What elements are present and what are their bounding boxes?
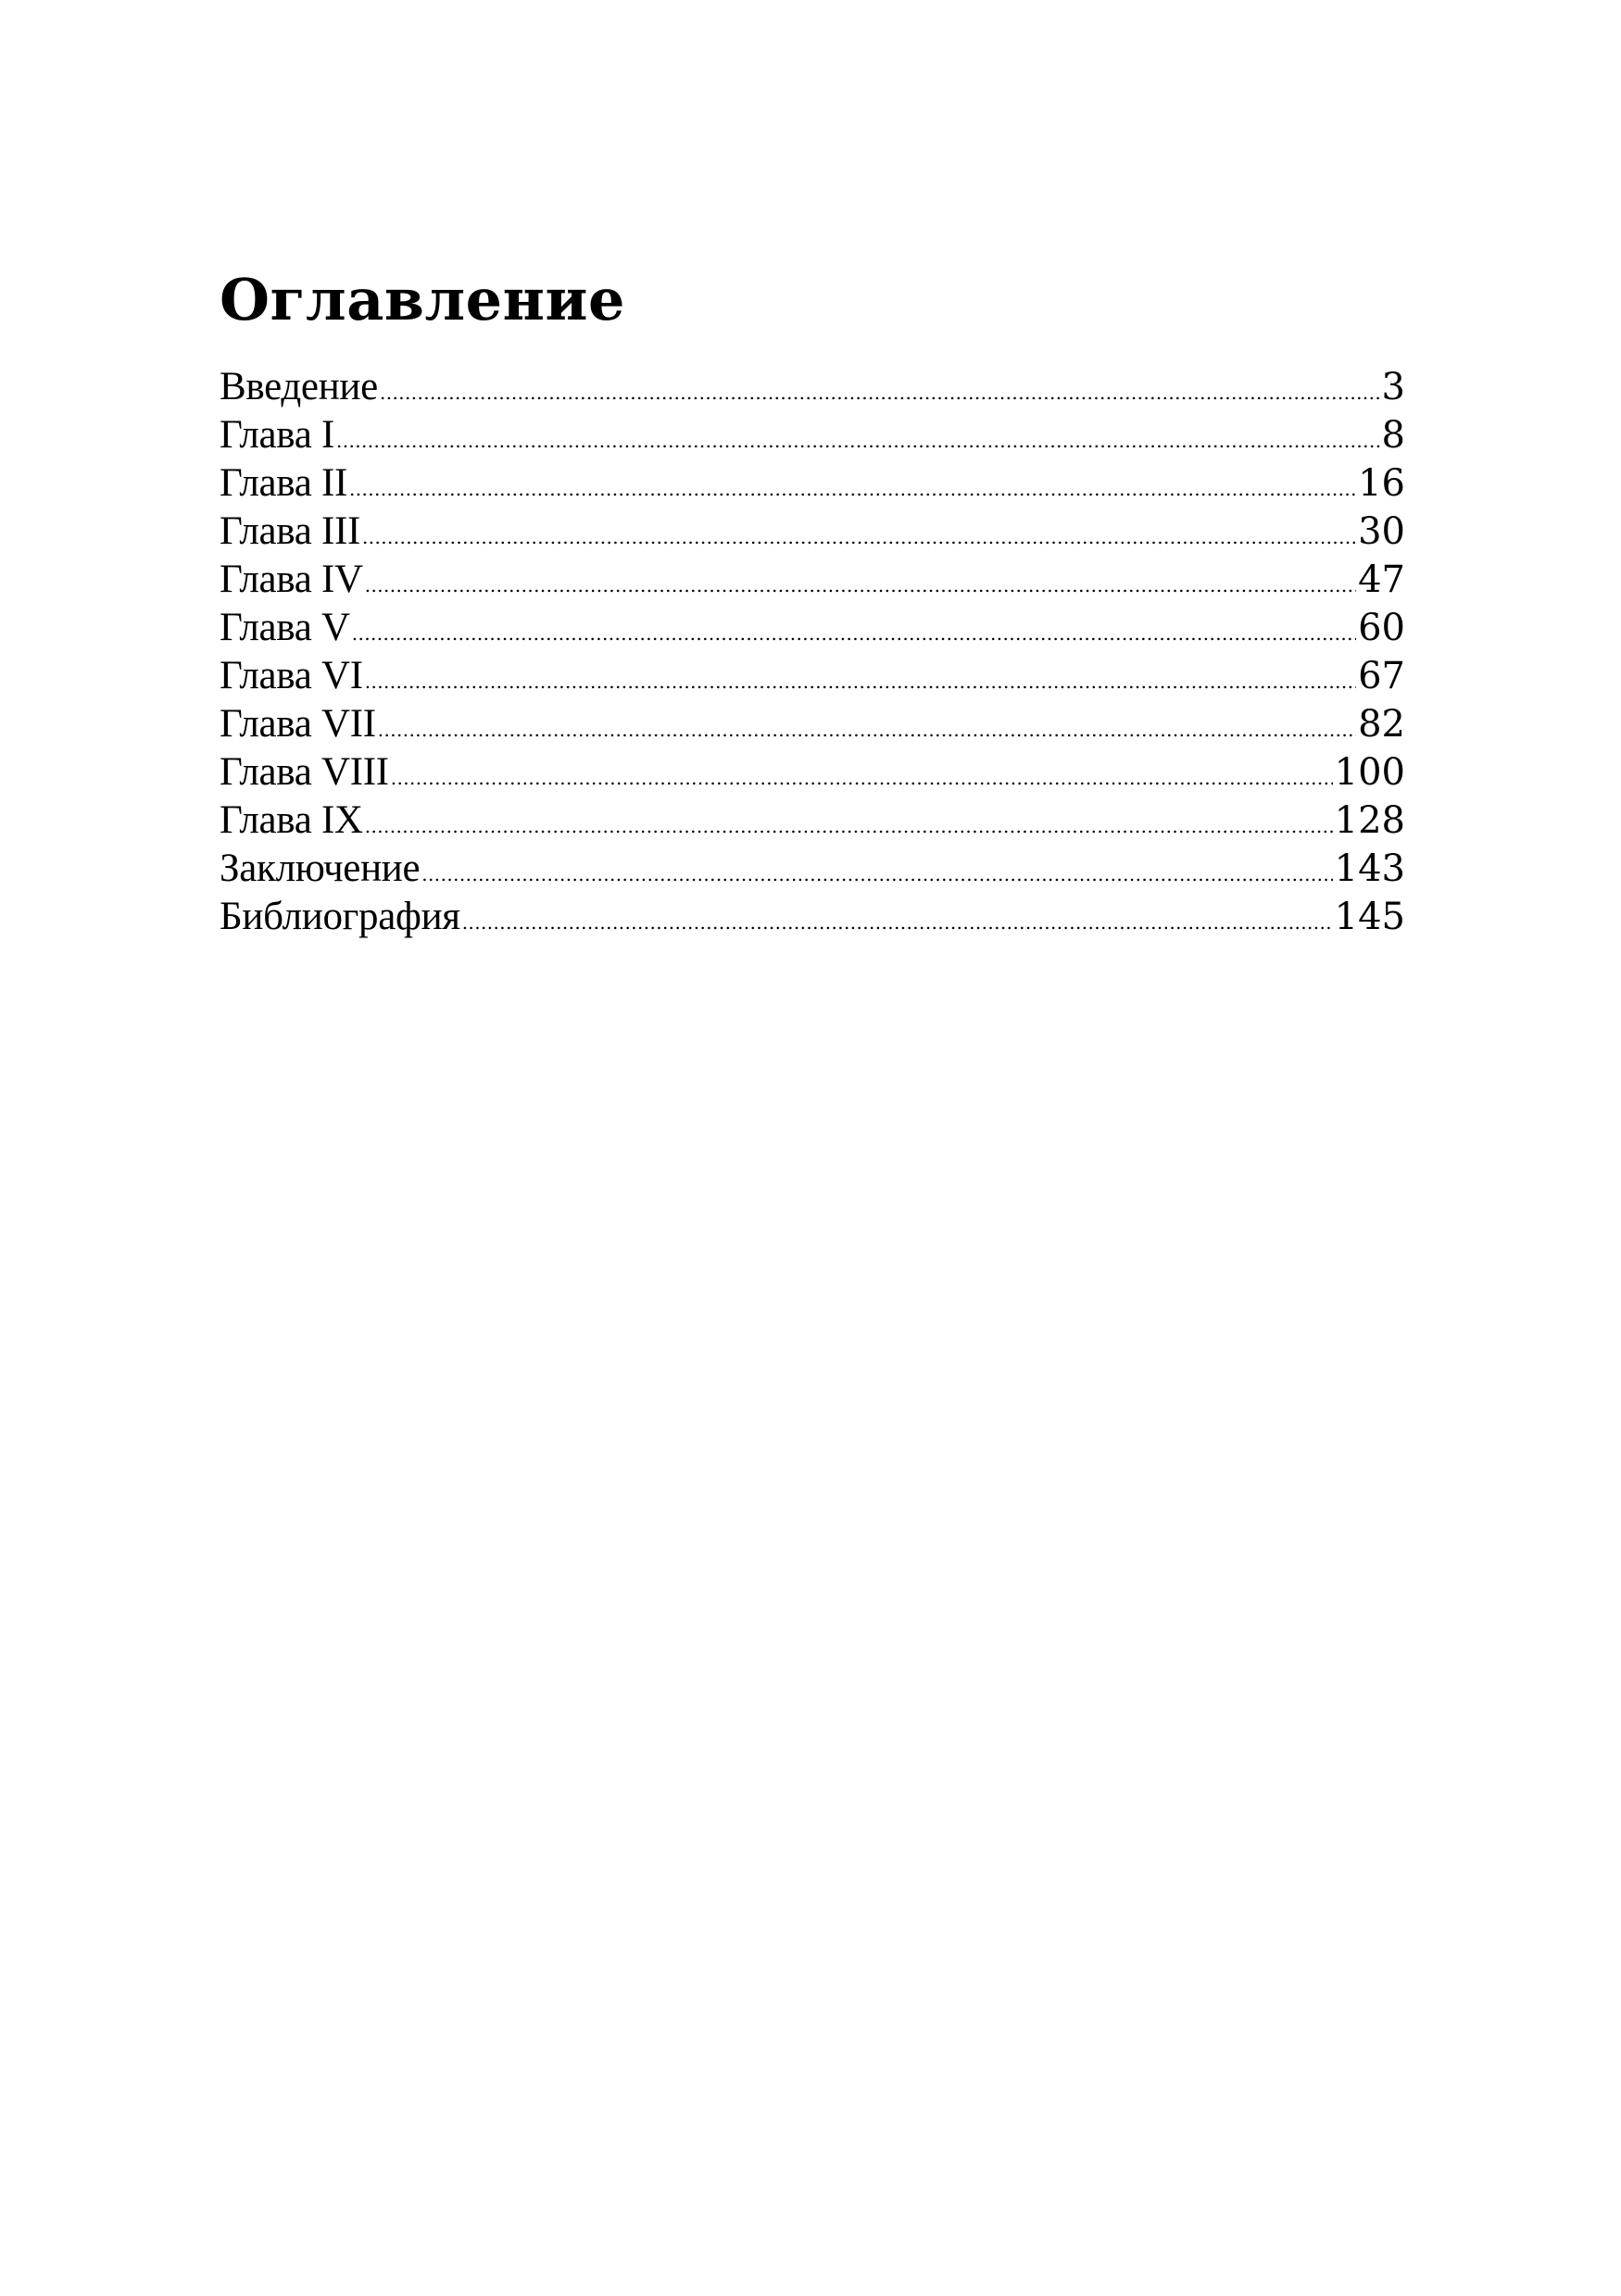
toc-entry[interactable] <box>220 604 1405 652</box>
dot-leader <box>365 658 1356 700</box>
toc-entry[interactable] <box>220 797 1405 845</box>
toc-entry-page: 82 <box>1358 703 1405 746</box>
dot-leader <box>352 609 1356 652</box>
dot-leader <box>349 465 1356 508</box>
dot-leader <box>365 802 1333 845</box>
toc-entry[interactable] <box>220 652 1405 700</box>
toc-entry[interactable] <box>220 748 1405 797</box>
toc-entry-page: 3 <box>1381 366 1405 408</box>
toc-entry-page: 67 <box>1358 655 1405 697</box>
toc-entry[interactable] <box>220 459 1405 508</box>
toc-entry[interactable] <box>220 845 1405 893</box>
toc-entry-label: Глава I <box>220 413 334 457</box>
toc-entry-label: Глава V <box>220 606 350 649</box>
toc-entry[interactable] <box>220 508 1405 556</box>
toc-entry-label: Глава IV <box>220 558 363 601</box>
toc-entry[interactable] <box>220 363 1405 411</box>
toc-entry[interactable] <box>220 411 1405 459</box>
toc-list <box>220 363 1405 941</box>
toc-entry-page: 143 <box>1334 847 1405 890</box>
dot-leader <box>462 898 1333 941</box>
toc-entry-page: 60 <box>1358 607 1405 649</box>
toc-entry-label: Глава VIII <box>220 750 389 794</box>
toc-entry-label: Глава II <box>220 461 347 505</box>
dot-leader <box>336 417 1380 459</box>
toc-entry-page: 30 <box>1358 510 1405 553</box>
dot-leader <box>421 850 1332 893</box>
toc-entry-label: Глава VI <box>220 654 363 697</box>
toc-entry-label: Глава IX <box>220 798 363 842</box>
toc-entry-page: 8 <box>1381 414 1405 457</box>
dot-leader <box>378 706 1356 748</box>
dot-leader <box>391 754 1333 797</box>
toc-entry-label: Заключение <box>220 847 421 890</box>
toc-entry-page: 145 <box>1334 896 1405 938</box>
toc-entry[interactable] <box>220 700 1405 748</box>
toc-title: Оглавление <box>220 266 625 333</box>
dot-leader <box>362 513 1356 556</box>
toc-entry-label: Введение <box>220 365 378 408</box>
toc-entry-label: Библиография <box>220 895 460 938</box>
toc-entry-page: 47 <box>1358 558 1405 601</box>
toc-entry-page: 16 <box>1358 462 1405 505</box>
toc-entry-label: Глава III <box>220 509 360 553</box>
toc-entry[interactable] <box>220 556 1405 604</box>
dot-leader <box>380 369 1380 411</box>
toc-entry-page: 128 <box>1334 799 1405 842</box>
toc-entry[interactable] <box>220 893 1405 941</box>
dot-leader <box>365 561 1356 604</box>
toc-entry-label: Глава VII <box>220 702 376 746</box>
toc-entry-page: 100 <box>1334 751 1405 794</box>
